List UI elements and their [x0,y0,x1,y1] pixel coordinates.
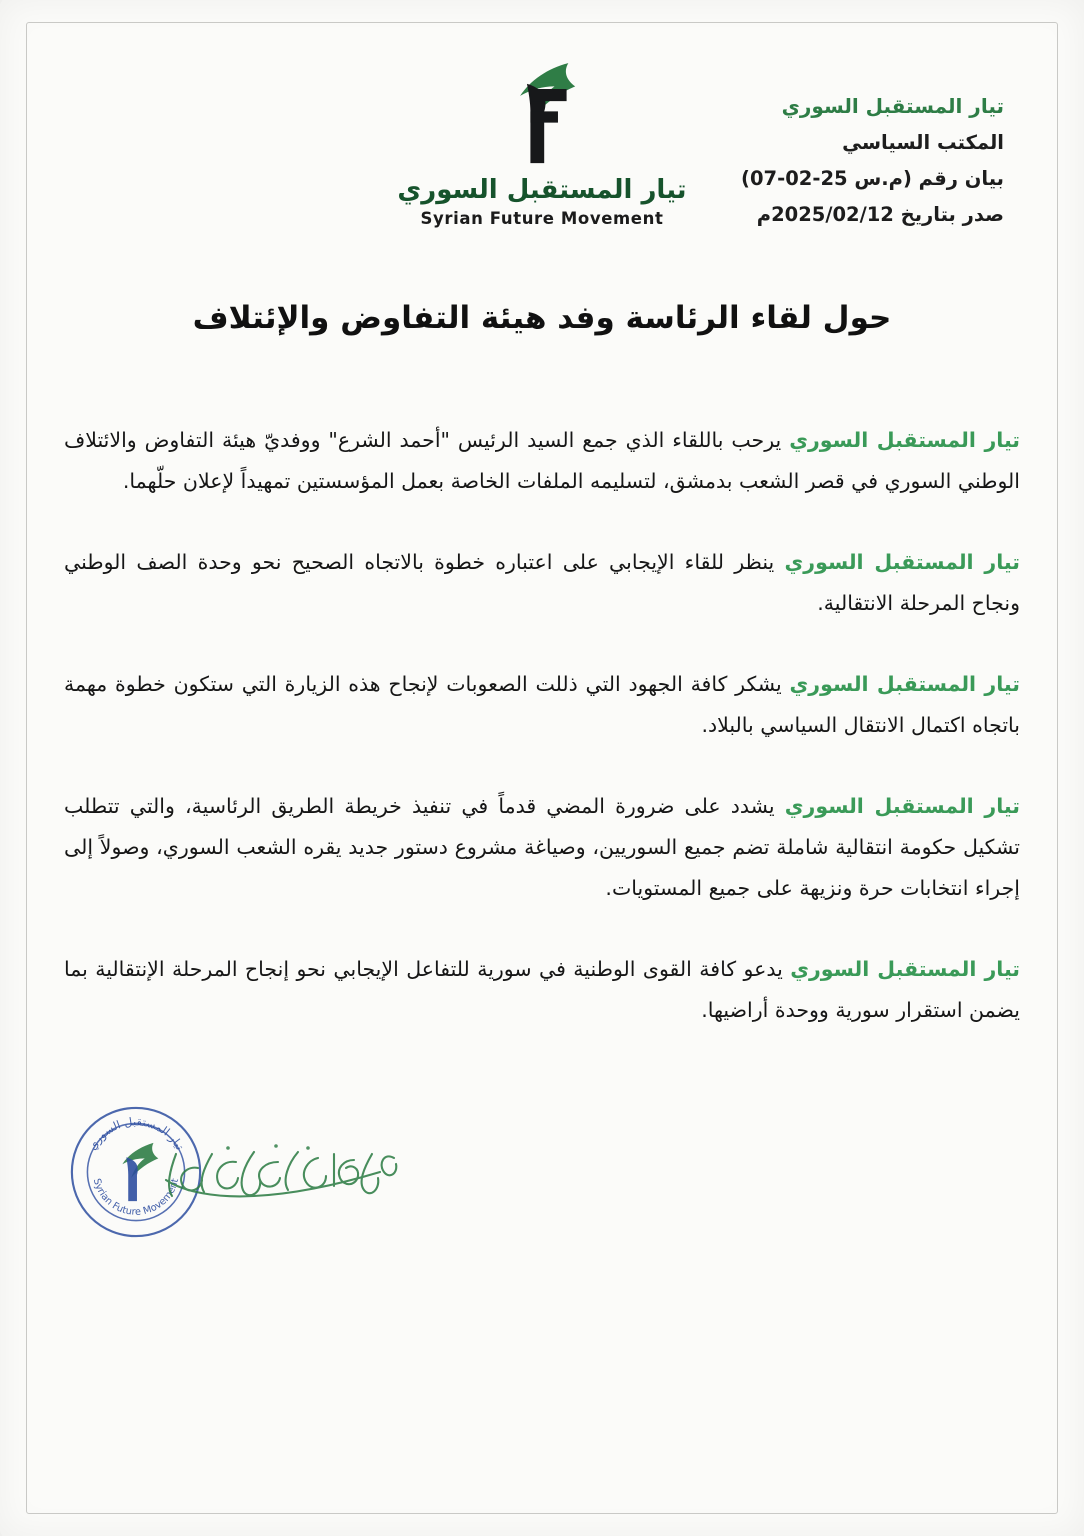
logo-arabic-name: تيار المستقبل السوري [397,175,687,205]
brand-name: تيار المستقبل السوري [789,428,1021,452]
document-body [64,420,1020,1031]
page-title: حول لقاء الرئاسة وفد هيئة التفاوض والإئتلاف [192,300,892,336]
letterhead-organization: تيار المستقبل السوري [781,94,1004,118]
letterhead-statement-number: بيان رقم (م.س 25-02-07) [741,167,1004,191]
signature-text [421,1098,422,1099]
paragraph-text: يشدد على ضرورة المضي قدماً في تنفيذ خريطة الطريق الرئاسية، والتي تتطلب تشكيل حكومة انتقالية شاملة تضم جميع السوريين، وصياغة مشروع دستور جديد يقره الشعب السوري، وصولاً إلى إجراء انتخابات حرة ونزيهة على جميع المستويات. [64,794,1020,900]
paragraph [64,664,1020,746]
letterhead-block [741,88,1004,233]
logo-english-name: Syrian Future Movement [420,208,664,228]
paragraph-text: يشكر كافة الجهود التي ذللت الصعوبات لإنجاح هذه الزيارة التي ستكون خطوة مهمة باتجاه اكتمال الانتقال السياسي بالبلاد. [64,672,1020,737]
svg-text:Syrian Future Movement: Syrian Future Movement [90,1177,182,1218]
official-stamp [62,1098,422,1248]
paragraph-text: ينظر للقاء الإيجابي على اعتباره خطوة بالاتجاه الصحيح نحو وحدة الصف الوطني ونجاح المرحلة الانتقالية. [64,550,1020,615]
paragraph [64,420,1020,502]
letterhead-issue-date: صدر بتاريخ 2025/02/12م [756,203,1004,227]
svg-text:تيار المستقبل السوري: تيار المستقبل السوري [85,1115,187,1153]
brand-name: تيار المستقبل السوري [790,957,1021,981]
paragraph [64,786,1020,909]
brand-name: تيار المستقبل السوري [784,794,1020,818]
document-header [60,58,1024,258]
paragraph-text: يدعو كافة القوى الوطنية في سورية للتفاعل الإيجابي نحو إنجاح المرحلة الإنتقالية بما يضمن استقرار سورية ووحدة أراضيها. [64,957,1020,1022]
paragraph [64,949,1020,1031]
brand-name: تيار المستقبل السوري [789,672,1020,696]
brand-name: تيار المستقبل السوري [784,550,1020,574]
logo-block [392,58,692,228]
paragraph-text: يرحب باللقاء الذي جمع السيد الرئيس "أحمد الشرع" ووفديّ هيئة التفاوض والائتلاف الوطني السوري في قصر الشعب بدمشق، لتسليمه الملفات الخاصة بعمل المؤسستين تمهيداً لإعلان حلّهما. [64,428,1020,493]
letterhead-office: المكتب السياسي [842,131,1004,154]
paragraph [64,542,1020,624]
signature-mark [158,1124,408,1224]
flame-flag-logo-icon [477,58,606,170]
